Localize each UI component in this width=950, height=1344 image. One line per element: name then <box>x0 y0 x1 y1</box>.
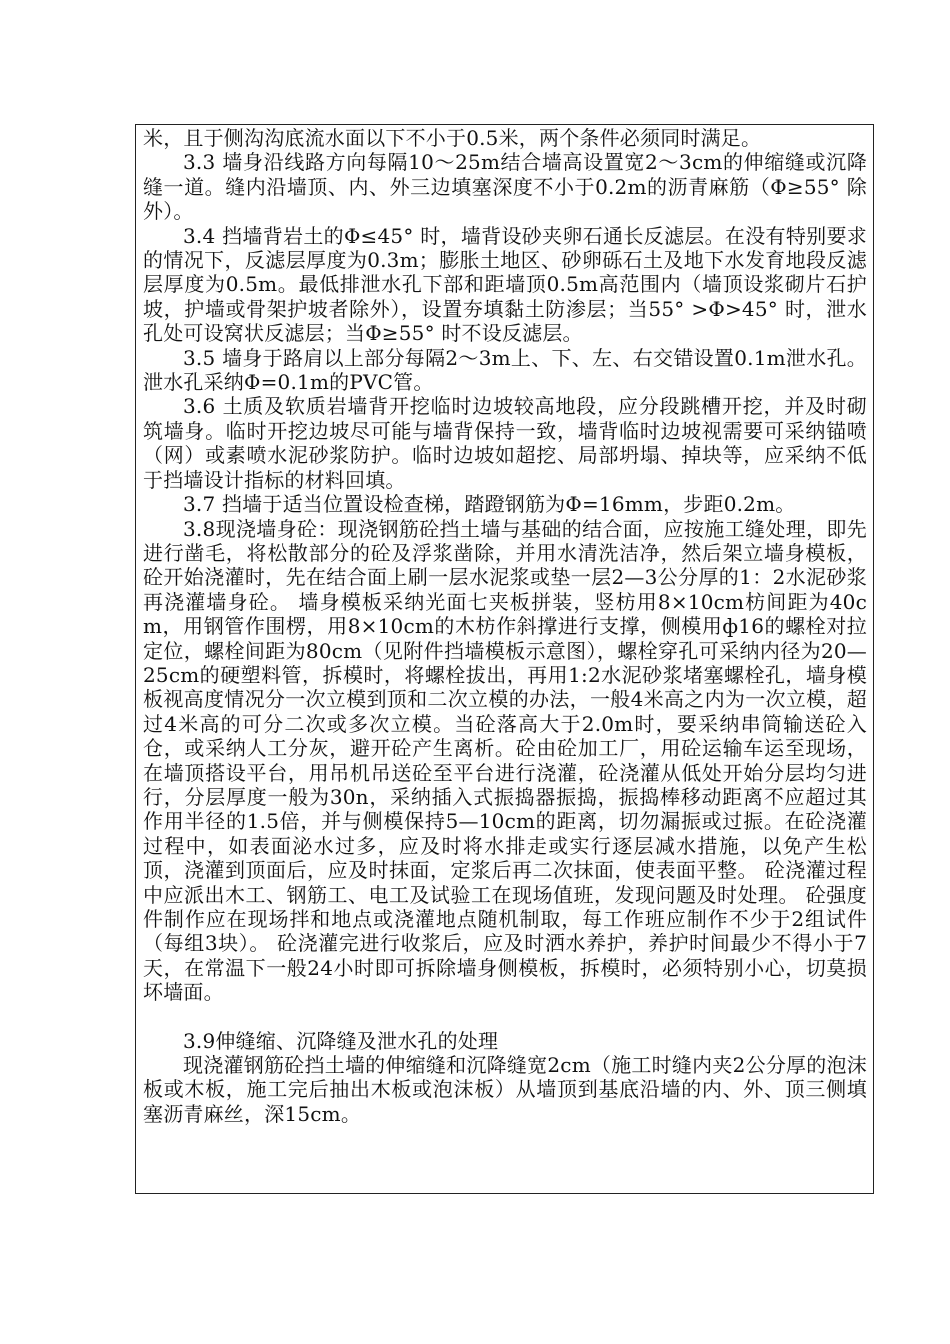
paragraph-3-9-body: 现浇灌钢筋砼挡土墙的伸缩缝和沉降缝宽2cm（施工时缝内夹2公分厚的泡沫板或木板，施工完后抽出木板或泡沫板）从墙顶到基底沿墙的内、外、顶三侧填塞沥青麻丝，深15cm。 <box>143 1053 867 1126</box>
paragraph-3-7: 3.7 挡墙于适当位置设检查梯，踏蹬钢筋为Φ=16mm，步距0.2m。 <box>183 492 796 517</box>
document-table-cell <box>135 124 874 1194</box>
paragraph-continuation: 米，且于侧沟沟底流水面以下不小于0.5米，两个条件必须同时满足。 <box>143 126 762 150</box>
paragraph-3-6: 3.6 土质及软质岩墙背开挖临时边坡较高地段，应分段跳槽开挖，并及时砌筑墙身。临时开挖边坡尽可能与墙背保持一致，墙背临时边坡视需要可采纳锚喷（网）或素喷水泥砂浆防护。临时边坡如超挖、局部坍塌、掉块等，应采纳不低于挡墙设计指标的材料回填。 <box>143 394 867 492</box>
paragraph-spacer <box>143 1005 867 1029</box>
paragraph-3-5: 3.5 墙身于路肩以上部分每隔2～3m上、下、左、右交错设置0.1m泄水孔。泄水孔采纳Φ=0.1m的PVC管。 <box>143 345 867 395</box>
paragraph-3-8: 3.8现浇墙身砼：现浇钢筋砼挡土墙与基础的结合面，应按施工缝处理，即先进行凿毛，将松散部分的砼及浮浆凿除，并用水清洗洁净，然后架立墙身模板，砼开始浇灌时，先在结合面上刷一层水泥浆或垫一层2—3公分厚的1：2水泥砂浆再浇灌墙身砼。 墙身模板采纳光面七夹板拼装，竖枋用8×10cm枋间距为40cm，用钢管作围楞，用8×10cm的木枋作斜撑进行支撑，侧模用ф16的螺栓对拉定位，螺栓间距为80cm（见附件挡墙模板示意图），螺栓穿孔可采纳内径为20—25cm的硬塑料管，拆模时，将螺栓拔出，再用1:2水泥砂浆堵塞螺栓孔，墙身模板视高度情况分一次立模到顶和二次立模的办法，一般4米高之内为一次立模，超过4米高的可分二次或多次立模。当砼落高大于2.0m时，要采纳串筒输送砼入仓，或采纳人工分灰，避开砼产生离析。砼由砼加工厂，用砼运输车运至现场，在墙顶搭设平台，用吊机吊送砼至平台进行浇灌，砼浇灌从低处开始分层均匀进行，分层厚度一般为30n，采纳插入式振捣器振捣，振捣棒移动距离不应超过其作用半径的1.5倍，并与侧模保持5—10cm的距离，切勿漏振或过振。在砼浇灌过程中，如表面泌水过多，应及时将水排走或实行逐层减水措施，以免产生松顶，浇灌到顶面后，应及时抹面，定浆后再二次抹面，使表面平整。 砼浇灌过程中应派出木工、钢筋工、电工及试验工在现场值班，发现问题及时处理。 砼强度件制作应在现场拌和地点或浇灌地点随机制取，每工作班应制作不少于2组试件（每组3块）。 砼浇灌完进行收浆后，应及时洒水养护，养护时间最少不得小于7天，在常温下一般24小时即可拆除墙身侧模板，拆模时，必须特别小心，切莫损坏墙面。 <box>143 516 867 1005</box>
section-heading-3-9: 3.9伸缝缩、沉降缝及泄水孔的处理 <box>183 1028 499 1053</box>
paragraph-3-4: 3.4 挡墙背岩土的Φ≤45° 时，墙背设砂夹卵石通长反滤层。在没有特别要求的情况下，反滤层厚度为0.3m；膨胀土地区、砂卵砾石土及地下水发育地段反滤层厚度为0.5m。最低排泄水孔下部和距墙顶0.5m高范围内（墙顶设浆砌片石护坡，护墙或骨架护坡者除外），设置夯填黏土防渗层；当55° >Φ>45° 时，泄水孔处可设窝状反滤层；当Φ≥55° 时不设反滤层。 <box>143 223 867 346</box>
paragraph-3-3: 3.3 墙身沿线路方向每隔10～25m结合墙高设置宽2～3cm的伸缩缝或沉降缝一道。缝内沿墙顶、内、外三边填塞深度不小于0.2m的沥青麻筋（Φ≥55° 除外）。 <box>143 150 867 224</box>
